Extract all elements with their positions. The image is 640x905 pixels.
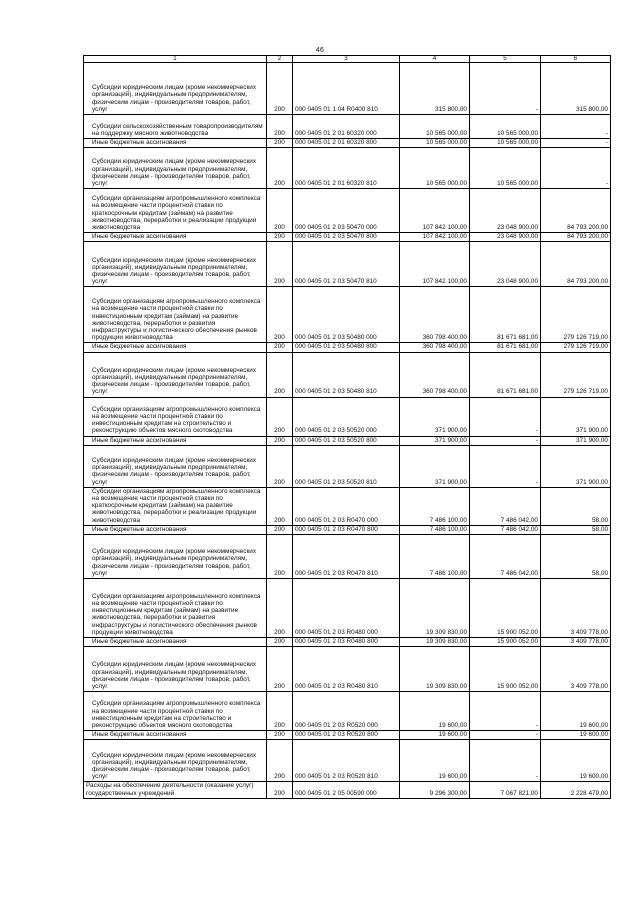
row-budget-code: 000 0405 01 2 03 R0480 000 <box>293 579 400 638</box>
column-number: 2 <box>267 56 293 63</box>
row-amount-col6: 371 900,00 <box>541 436 611 445</box>
row-amount-col4: 19 309 830,00 <box>400 638 470 647</box>
row-amount-col6: 19 600,00 <box>541 731 611 740</box>
row-amount-col6: 84 793 200,00 <box>541 233 611 242</box>
row-amount-col5: 15 900 052,00 <box>470 647 541 692</box>
row-budget-code: 000 0405 01 1 04 R0400 810 <box>293 63 400 115</box>
row-amount-col5: 7 486 042,00 <box>470 487 541 525</box>
row-amount-col5: - <box>470 397 541 436</box>
column-number: 5 <box>470 56 541 63</box>
row-amount-col5: 81 671 681,00 <box>470 287 541 343</box>
column-number-row <box>84 56 611 63</box>
row-amount-col5: 7 067 821,00 <box>470 782 541 798</box>
row-name: Субсидии юридическим лицам (кроме некоммерческих организаций), индивидуальным предпринимателям, физическим лицам - производителям товаров, работ, услуг <box>84 352 267 397</box>
budget-table <box>83 55 611 799</box>
row-budget-code: 000 0405 01 2 01 60320 800 <box>293 139 400 148</box>
row-admin-code: 200 <box>267 397 293 436</box>
row-amount-col6: 279 126 719,00 <box>541 287 611 343</box>
row-amount-col4: 371 900,00 <box>400 445 470 487</box>
row-amount-col5: - <box>470 731 541 740</box>
row-name: Иные бюджетные ассигнования <box>84 525 267 534</box>
row-amount-col6: - <box>541 139 611 148</box>
table-row <box>84 139 611 148</box>
row-amount-col4: 10 565 000,00 <box>400 148 470 189</box>
row-name: Субсидии организациям агропромышленного комплекса на возмещение части процентной ставки по инвестиционным кредитам на строительство и реконструкцию объектов мясного скотоводства <box>84 692 267 731</box>
row-amount-col5: - <box>470 436 541 445</box>
row-admin-code: 200 <box>267 436 293 445</box>
row-amount-col6: - <box>541 115 611 139</box>
row-budget-code: 000 0405 01 2 03 R0520 800 <box>293 731 400 740</box>
row-budget-code: 000 0405 01 2 03 50480 800 <box>293 343 400 352</box>
row-name: Субсидии юридическим лицам (кроме некоммерческих организаций), индивидуальным предпринимателям, физическим лицам - производителям товаров, работ, услуг <box>84 242 267 287</box>
row-amount-col4: 19 309 830,00 <box>400 647 470 692</box>
row-amount-col5: 15 900 052,00 <box>470 579 541 638</box>
row-name: Расходы на обеспечение деятельности (оказание услуг) государственных учреждений <box>84 782 267 798</box>
row-amount-col5: - <box>470 445 541 487</box>
row-budget-code: 000 0405 01 2 03 50520 000 <box>293 397 400 436</box>
row-admin-code: 200 <box>267 731 293 740</box>
column-number: 6 <box>541 56 611 63</box>
row-name: Субсидии организациям агропромышленного комплекса на возмещение части процентной ставки по инвестиционным кредитам (займам) на развитие животноводства, переработки и развития инфраструктуры и логистического обеспечения рынков продукции животноводства <box>84 579 267 638</box>
table-row <box>84 692 611 731</box>
row-admin-code: 200 <box>267 343 293 352</box>
row-admin-code: 200 <box>267 535 293 579</box>
row-amount-col5: - <box>470 63 541 115</box>
row-amount-col6: 84 793 200,00 <box>541 189 611 233</box>
row-amount-col4: 360 798 400,00 <box>400 287 470 343</box>
row-amount-col6: 19 600,00 <box>541 692 611 731</box>
row-amount-col4: 9 296 300,00 <box>400 782 470 798</box>
row-admin-code: 200 <box>267 579 293 638</box>
row-amount-col5: 10 565 000,00 <box>470 148 541 189</box>
row-admin-code: 200 <box>267 692 293 731</box>
row-budget-code: 000 0405 01 2 03 R0470 810 <box>293 535 400 579</box>
table-row <box>84 487 611 525</box>
row-amount-col4: 19 600,00 <box>400 731 470 740</box>
row-budget-code: 000 0405 01 2 03 R0520 000 <box>293 692 400 731</box>
table-row <box>84 436 611 445</box>
row-amount-col5: 81 671 681,00 <box>470 352 541 397</box>
row-amount-col6: 371 900,00 <box>541 445 611 487</box>
row-amount-col4: 7 486 100,00 <box>400 525 470 534</box>
row-budget-code: 000 0405 01 2 03 50470 000 <box>293 189 400 233</box>
row-budget-code: 000 0405 01 2 03 R0470 000 <box>293 487 400 525</box>
row-name: Иные бюджетные ассигнования <box>84 233 267 242</box>
row-name: Иные бюджетные ассигнования <box>84 343 267 352</box>
row-name: Субсидии организациям агропромышленного комплекса на возмещение части процентной ставки по краткосрочным кредитам (займам) на развитие животноводства, переработки и реализации продукции животноводства <box>84 189 267 233</box>
table-row <box>84 189 611 233</box>
row-amount-col5: 23 048 900,00 <box>470 242 541 287</box>
row-name: Субсидии сельскохозяйственным товаропроизводителям на поддержку мясного животноводства <box>84 115 267 139</box>
row-amount-col5: 81 671 681,00 <box>470 343 541 352</box>
table-row <box>84 63 611 115</box>
row-amount-col6: 58,00 <box>541 525 611 534</box>
row-budget-code: 000 0405 01 2 05 00590 000 <box>293 782 400 798</box>
table-row <box>84 782 611 798</box>
row-amount-col4: 10 565 000,00 <box>400 115 470 139</box>
row-admin-code: 200 <box>267 525 293 534</box>
row-amount-col4: 10 565 000,00 <box>400 139 470 148</box>
row-amount-col5: 7 486 042,00 <box>470 525 541 534</box>
row-name: Субсидии организациям агропромышленного комплекса на возмещение части процентной ставки по инвестиционным кредитам на строительство и реконструкцию объектов мясного скотоводства <box>84 397 267 436</box>
row-name: Иные бюджетные ассигнования <box>84 638 267 647</box>
row-amount-col4: 19 309 830,00 <box>400 579 470 638</box>
row-amount-col6: 3 409 778,00 <box>541 638 611 647</box>
row-amount-col6: 58,00 <box>541 487 611 525</box>
row-name: Субсидии юридическим лицам (кроме некоммерческих организаций), индивидуальным предпринимателям, физическим лицам - производителям товаров, работ, услуг <box>84 63 267 115</box>
row-name: Субсидии юридическим лицам (кроме некоммерческих организаций), индивидуальным предпринимателям, физическим лицам - производителям товаров, работ, услуг <box>84 647 267 692</box>
row-name: Субсидии юридическим лицам (кроме некоммерческих организаций), индивидуальным предпринимателям, физическим лицам - производителям товаров, работ, услуг <box>84 445 267 487</box>
row-amount-col6: 279 126 719,00 <box>541 343 611 352</box>
row-admin-code: 200 <box>267 242 293 287</box>
row-amount-col5: 15 900 052,00 <box>470 638 541 647</box>
row-admin-code: 200 <box>267 287 293 343</box>
row-amount-col6: 3 409 778,00 <box>541 647 611 692</box>
row-budget-code: 000 0405 01 2 01 60320 000 <box>293 115 400 139</box>
row-budget-code: 000 0405 01 2 03 R0480 800 <box>293 638 400 647</box>
page-number: 46 <box>315 47 325 54</box>
row-amount-col4: 360 798 400,00 <box>400 352 470 397</box>
row-admin-code: 200 <box>267 63 293 115</box>
row-amount-col6: 19 600,00 <box>541 740 611 782</box>
table-row <box>84 445 611 487</box>
row-name: Субсидии юридическим лицам (кроме некоммерческих организаций), индивидуальным предпринимателям, физическим лицам - производителям товаров, работ, услуг <box>84 740 267 782</box>
table-row <box>84 148 611 189</box>
column-number: 3 <box>293 56 400 63</box>
row-name: Иные бюджетные ассигнования <box>84 139 267 148</box>
row-amount-col6: 58,00 <box>541 535 611 579</box>
row-amount-col4: 360 798 400,00 <box>400 343 470 352</box>
row-budget-code: 000 0405 01 2 03 50480 000 <box>293 287 400 343</box>
table-row <box>84 397 611 436</box>
row-admin-code: 200 <box>267 647 293 692</box>
row-admin-code: 200 <box>267 487 293 525</box>
row-name: Иные бюджетные ассигнования <box>84 731 267 740</box>
table-row <box>84 740 611 782</box>
row-amount-col5: 7 486 042,00 <box>470 535 541 579</box>
row-budget-code: 000 0405 01 2 03 R0520 810 <box>293 740 400 782</box>
row-admin-code: 200 <box>267 352 293 397</box>
row-amount-col4: 315 800,00 <box>400 63 470 115</box>
column-number: 1 <box>84 56 267 63</box>
row-amount-col4: 371 900,00 <box>400 436 470 445</box>
row-amount-col6: 371 900,00 <box>541 397 611 436</box>
row-amount-col4: 7 486 100,00 <box>400 535 470 579</box>
row-admin-code: 200 <box>267 445 293 487</box>
row-admin-code: 200 <box>267 189 293 233</box>
row-amount-col4: 107 842 100,00 <box>400 242 470 287</box>
row-amount-col4: 19 600,00 <box>400 740 470 782</box>
row-budget-code: 000 0405 01 2 03 50470 810 <box>293 242 400 287</box>
row-name: Субсидии организациям агропромышленного комплекса на возмещение части процентной ставки по инвестиционным кредитам (займам) на развитие животноводства, переработки и развития инфраструктуры и логистического обеспечения рынков продукции животноводства <box>84 287 267 343</box>
row-amount-col4: 19 600,00 <box>400 692 470 731</box>
row-amount-col6: 2 228 479,00 <box>541 782 611 798</box>
row-amount-col4: 371 900,00 <box>400 397 470 436</box>
row-name: Субсидии юридическим лицам (кроме некоммерческих организаций), индивидуальным предпринимателям, физическим лицам - производителям товаров, работ, услуг <box>84 148 267 189</box>
row-admin-code: 200 <box>267 115 293 139</box>
row-admin-code: 200 <box>267 148 293 189</box>
row-admin-code: 200 <box>267 233 293 242</box>
table-row <box>84 579 611 638</box>
table-row <box>84 352 611 397</box>
table-row <box>84 731 611 740</box>
table-row <box>84 638 611 647</box>
row-name: Субсидии организациям агропромышленного комплекса на возмещение части процентной ставки по краткосрочным кредитам (займам) на развитие животноводства, переработки и реализации продукции животноводства <box>84 487 267 525</box>
row-amount-col5: 23 048 900,00 <box>470 233 541 242</box>
row-amount-col5: 10 565 000,00 <box>470 139 541 148</box>
row-amount-col6: 3 409 778,00 <box>541 579 611 638</box>
row-amount-col4: 107 842 100,00 <box>400 233 470 242</box>
table-row <box>84 233 611 242</box>
row-amount-col4: 7 486 100,00 <box>400 487 470 525</box>
row-budget-code: 000 0405 01 2 03 50470 800 <box>293 233 400 242</box>
table-row <box>84 287 611 343</box>
row-amount-col4: 107 842 100,00 <box>400 189 470 233</box>
row-admin-code: 200 <box>267 740 293 782</box>
table-row <box>84 242 611 287</box>
row-amount-col6: 279 126 719,00 <box>541 352 611 397</box>
row-amount-col6: 315 800,00 <box>541 63 611 115</box>
row-admin-code: 200 <box>267 638 293 647</box>
row-amount-col5: - <box>470 740 541 782</box>
row-budget-code: 000 0405 01 2 03 R0480 810 <box>293 647 400 692</box>
row-amount-col5: 10 565 000,00 <box>470 115 541 139</box>
table-row <box>84 343 611 352</box>
row-budget-code: 000 0405 01 2 03 50520 810 <box>293 445 400 487</box>
row-amount-col5: - <box>470 692 541 731</box>
row-amount-col5: 23 048 900,00 <box>470 189 541 233</box>
table-row <box>84 525 611 534</box>
row-name: Иные бюджетные ассигнования <box>84 436 267 445</box>
table-row <box>84 535 611 579</box>
row-budget-code: 000 0405 01 2 01 60320 810 <box>293 148 400 189</box>
row-name: Субсидии юридическим лицам (кроме некоммерческих организаций), индивидуальным предпринимателям, физическим лицам - производителям товаров, работ, услуг <box>84 535 267 579</box>
row-budget-code: 000 0405 01 2 03 50480 810 <box>293 352 400 397</box>
table-row <box>84 115 611 139</box>
row-admin-code: 200 <box>267 139 293 148</box>
column-number: 4 <box>400 56 470 63</box>
row-amount-col6: - <box>541 148 611 189</box>
row-admin-code: 200 <box>267 782 293 798</box>
table-row <box>84 647 611 692</box>
row-budget-code: 000 0405 01 2 03 50520 800 <box>293 436 400 445</box>
row-amount-col6: 84 793 200,00 <box>541 242 611 287</box>
table-body <box>84 63 611 799</box>
row-budget-code: 000 0405 01 2 03 R0470 800 <box>293 525 400 534</box>
